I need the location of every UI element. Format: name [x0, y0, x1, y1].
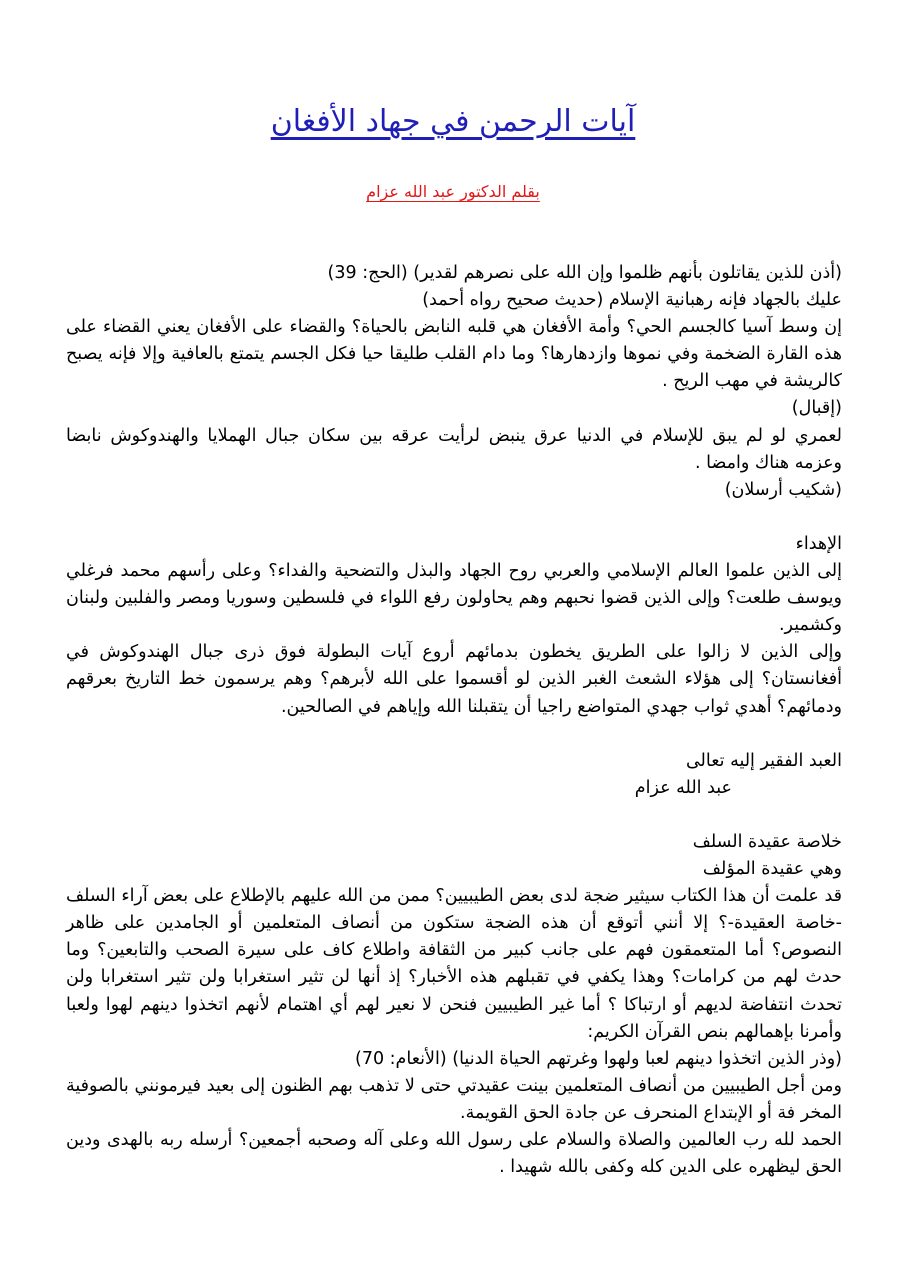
section-gap [66, 504, 842, 531]
dedication-heading: الإهداء [795, 533, 842, 554]
creed-paragraph-1: قد علمت أن هذا الكتاب سيثير ضجة لدى بعض الطيبيين؟ ممن من الله عليهم بالإطلاع على بعض آراء السلف -خاصة العقيدة-؟ إلا أنني أتوقع أن هذه الضجة ستكون من أنصاف المتعلمين أو الجامدين على ظاهر النصوص؟ أما المتعمقون فهم على جانب كبير من الثقافة واطلاع كاف على سيرة الصحب والتابعين؟ وما حدث لهم من كرامات؟ وهذا يكفي في تقبلهم هذه الأخبار؟ إذ أنها لن تثير استغرابا ولن تثير استغرابا ولن تحدث انتفاضة لديهم أو ارتباكا ؟ أما غير الطيبيين فنحن لا نعير لهم أي اهتمام لأنهم اتخذوا دينهم لهوا ولعبا وأمرنا بإهمالهم بنص القرآن الكريم: [66, 886, 842, 1042]
epigraph-hadith: عليك بالجهاد فإنه رهبانية الإسلام (حديث صحيح رواه أحمد) [422, 290, 842, 311]
epigraph-iqbal-quote: إن وسط آسيا كالجسم الحي؟ وأمة الأفغان هي قلبه النابض بالحياة؟ والقضاء على الأفغان يعني القضاء على هذه القارة الضخمة وفي نموها وازدهارها؟ وما دام القلب طليقا حيا فكل الجسم يتمتع بالعافية وإلا فإنه يصبح كالريشة في مهب الريح . [66, 317, 842, 392]
author-line: بقلم الدكتور عبد الله عزام [366, 182, 540, 201]
section-gap [66, 802, 842, 829]
section-gap [66, 721, 842, 748]
epigraph-arslan-quote: لعمري لو لم يبق للإسلام في الدنيا عرق ينبض لرأيت عرقه بين سكان جبال الهملايا والهندوكوش نابضا وعزمه هناك وامضا . [66, 425, 842, 473]
creed-subheading: وهي عقيدة المؤلف [702, 859, 842, 880]
epigraph-arslan-attribution: (شكيب أرسلان) [724, 479, 842, 500]
dedication-paragraph-1: إلى الذين علموا العالم الإسلامي والعربي روح الجهاد والبذل والتضحية والفداء؟ وعلى رأسهم محمد فرغلي ويوسف طلعت؟ وإلى الذين قضوا نحبهم وهم يحاولون رفع اللواء في فلسطين وسوريا ومصر والفلبين ولبنان وكشمير. [66, 561, 842, 636]
page-title: آيات الرحمن في جهاد الأفغان [270, 104, 636, 139]
creed-paragraph-3: الحمد لله رب العالمين والصلاة والسلام على رسول الله وعلى آله وصحبه أجمعين؟ أرسله ربه بالهدى ودين الحق ليظهره على الدين كله وكفى بالله شهيدا . [66, 1130, 842, 1178]
dedication-signature-line-1: العبد الفقير إليه تعالى [685, 750, 842, 771]
creed-heading: خلاصة عقيدة السلف [692, 831, 842, 852]
epigraph-quran: (أذن للذين يقاتلون بأنهم ظلموا وإن الله على نصرهم لقدير) (الحج: 39) [327, 263, 842, 283]
creed-paragraph-2: ومن أجل الطيبيين من أنصاف المتعلمين بينت عقيدتي حتى لا تذهب بهم الظنون إلى بعيد فيرمونني بالصوفية المخر فة أو الإبتداع المنحرف عن جادة الحق القويمة. [66, 1075, 842, 1123]
epigraph-iqbal-attribution: (إقبال) [791, 398, 842, 419]
creed-verse: (وذر الذين اتخذوا دينهم لعبا ولهوا وغرتهم الحياة الدنيا) (الأنعام: 70) [354, 1048, 842, 1069]
document-body [66, 260, 842, 1181]
dedication-paragraph-2: وإلى الذين لا زالوا على الطريق يخطون بدمائهم أروع آيات البطولة فوق ذرى جبال الهندوكوش في أفغانستان؟ إلى هؤلاء الشعث الغبر الذين لو أقسموا على الله لأبرهم؟ وهم يرسمون خط التاريخ بعرقهم ودمائهم؟ أهدي ثواب جهدي المتواضع راجيا أن يتقبلنا الله وإياهم في الصالحين. [66, 642, 842, 717]
dedication-signature-name: عبد الله عزام [634, 777, 732, 798]
